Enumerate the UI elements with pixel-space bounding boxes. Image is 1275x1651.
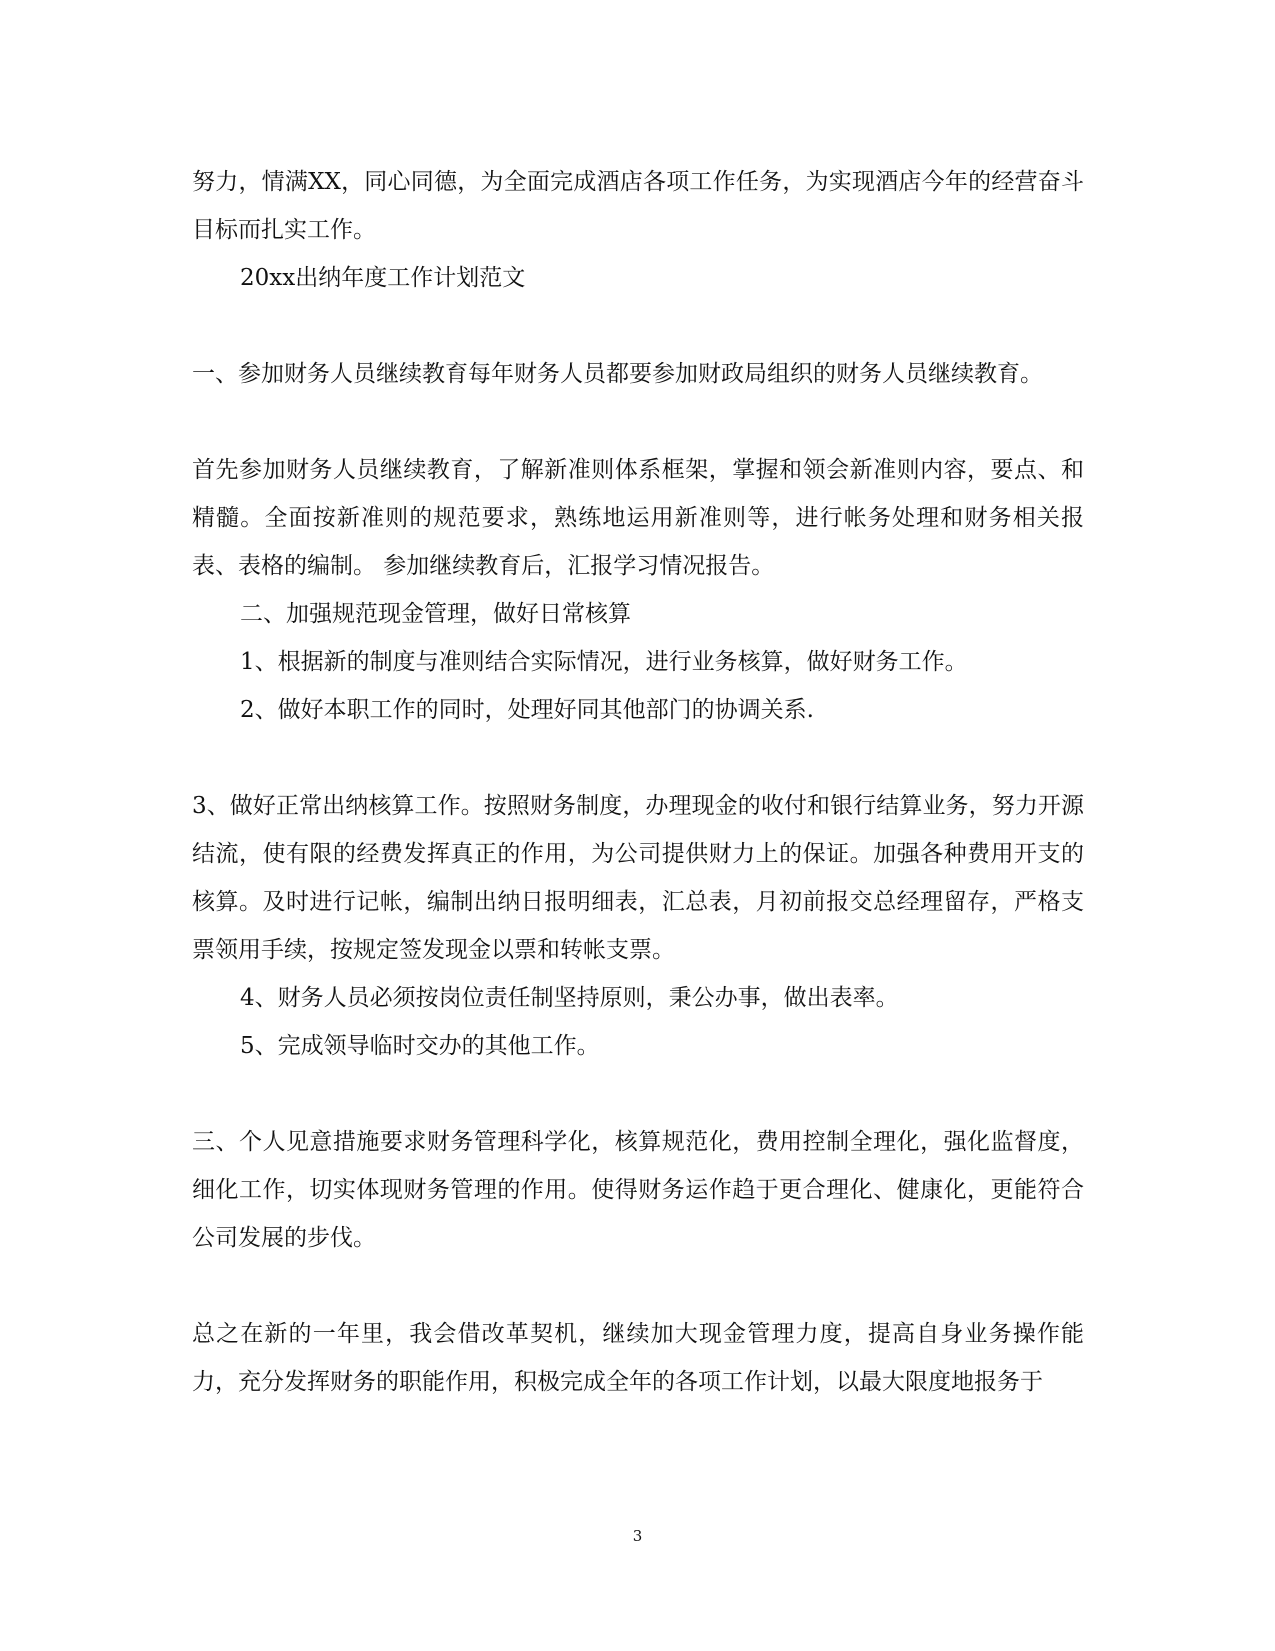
list-item-4: 4、财务人员必须按岗位责任制坚持原则，秉公办事，做出表率。 [240, 985, 899, 1011]
section-title: 20xx出纳年度工作计划范文 [240, 265, 526, 291]
paragraph-item-one: 一、参加财务人员继续教育每年财务人员都要参加财政局组织的财务人员继续教育。 [192, 361, 1043, 387]
list-item-2: 2、做好本职工作的同时，处理好同其他部门的协调关系. [240, 697, 814, 723]
list-item-1: 1、根据新的制度与准则结合实际情况，进行业务核算，做好财务工作。 [240, 649, 968, 675]
paragraph-summary: 总之在新的一年里，我会借改革契机，继续加大现金管理力度，提高自身业务操作能力，充分发挥财务的职能作用，积极完成全年的各项工作计划，以最大限度地报务于 [192, 1321, 1084, 1395]
page-number: 3 [632, 1527, 643, 1545]
paragraph-item-two: 二、加强规范现金管理，做好日常核算 [240, 601, 631, 627]
paragraph-continuing-education: 首先参加财务人员继续教育，了解新准则体系框架，掌握和领会新准则内容，要点、和精髓。全面按新准则的规范要求，熟练地运用新准则等，进行帐务处理和财务相关报表、表格的编制。 参加继续教育后，汇报学习情况报告。 [192, 457, 1084, 579]
paragraph-item-three: 三、个人见意措施要求财务管理科学化，核算规范化，费用控制全理化，强化监督度，细化工作，切实体现财务管理的作用。使得财务运作趋于更合理化、健康化，更能符合公司发展的步伐。 [192, 1129, 1084, 1251]
document-body [192, 158, 1084, 1406]
paragraph-closing-previous: 努力，情满XX，同心同德，为全面完成酒店各项工作任务，为实现酒店今年的经营奋斗目标而扎实工作。 [192, 169, 1084, 243]
list-item-3: 3、做好正常出纳核算工作。按照财务制度，办理现金的收付和银行结算业务，努力开源结流，使有限的经费发挥真正的作用，为公司提供财力上的保证。加强各种费用开支的核算。及时进行记帐，编制出纳日报明细表，汇总表，月初前报交总经理留存，严格支票领用手续，按规定签发现金以票和转帐支票。 [192, 793, 1084, 963]
list-item-5: 5、完成领导临时交办的其他工作。 [240, 1033, 600, 1059]
